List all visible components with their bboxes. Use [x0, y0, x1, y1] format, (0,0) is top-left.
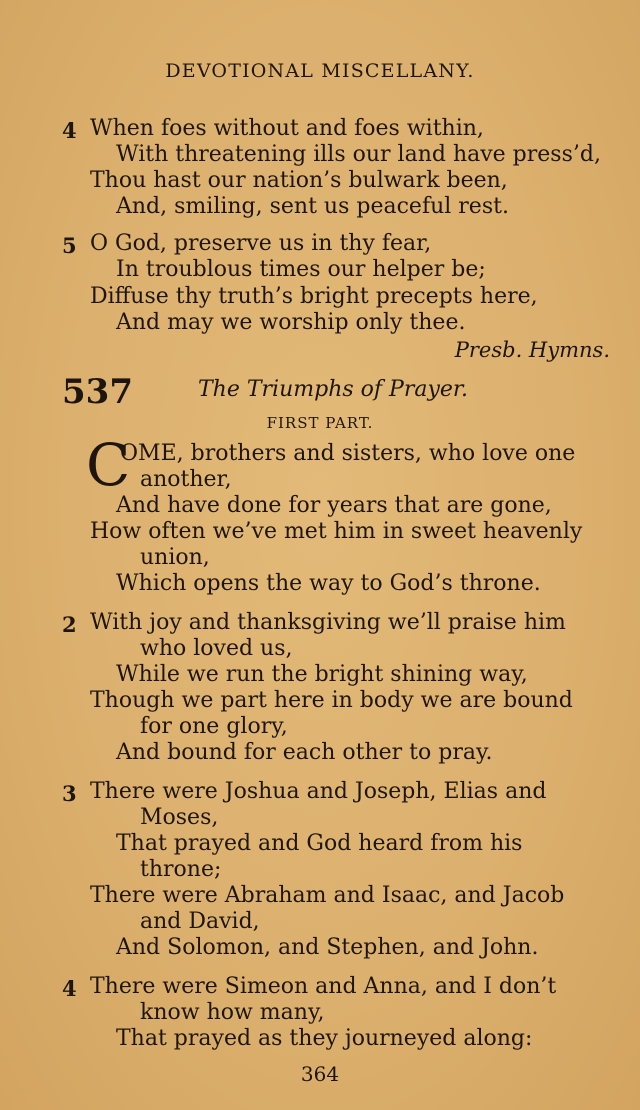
verse-number: 4 — [62, 118, 77, 143]
verse-line: That prayed and God heard from his — [116, 831, 523, 856]
verse-line: Moses, — [140, 805, 219, 830]
hymn-title: The Triumphs of Prayer. — [198, 377, 469, 402]
verse-line: There were Joshua and Joseph, Elias and — [90, 779, 547, 804]
verse-line: That prayed as they journeyed along: — [116, 1026, 533, 1051]
attribution: Presb. Hymns. — [454, 338, 610, 362]
verse-line: There were Simeon and Anna, and I don’t — [90, 974, 557, 999]
verse-line: who loved us, — [140, 636, 293, 661]
verse-line: Thou hast our nation’s bulwark been, — [90, 168, 508, 193]
verse-line: And have done for years that are gone, — [116, 493, 552, 518]
verse-line: another, — [140, 467, 232, 492]
verse-number: 5 — [62, 233, 77, 258]
verse-line: throne; — [140, 857, 222, 882]
verse-line: union, — [140, 545, 210, 570]
verse-line: And bound for each other to pray. — [116, 740, 493, 765]
verse-line: And may we worship only thee. — [116, 310, 466, 335]
verse-line: With threatening ills our land have press’d, — [116, 142, 601, 167]
verse-line: How often we’ve met him in sweet heavenly — [90, 519, 583, 544]
verse-number: 2 — [62, 612, 77, 637]
verse-number: 4 — [62, 976, 77, 1001]
verse-number: 3 — [62, 781, 77, 806]
verse-line: There were Abraham and Isaac, and Jacob — [90, 883, 565, 908]
verse-line: Diffuse thy truth’s bright precepts here, — [90, 284, 538, 309]
verse-line: When foes without and foes within, — [90, 116, 484, 141]
verse-line: and David, — [140, 909, 260, 934]
verse-line: While we run the bright shining way, — [116, 662, 528, 687]
page-number: 364 — [300, 1062, 340, 1086]
verse-line: OME, brothers and sisters, who love one — [120, 441, 576, 466]
hymn-number: 537 — [62, 372, 133, 412]
running-header: DEVOTIONAL MISCELLANY. — [165, 60, 475, 82]
verse-line: know how many, — [140, 1000, 325, 1025]
verse-line: Though we part here in body we are bound — [90, 688, 573, 713]
verse-line: for one glory, — [140, 714, 288, 739]
verse-line: O God, preserve us in thy fear, — [90, 231, 432, 256]
verse-line: And, smiling, sent us peaceful rest. — [116, 194, 509, 219]
part-heading: FIRST PART. — [266, 414, 374, 432]
verse-line: And Solomon, and Stephen, and John. — [116, 935, 539, 960]
verse-line: In troublous times our helper be; — [116, 257, 486, 282]
verse-line: Which opens the way to God’s throne. — [116, 571, 541, 596]
verse-line: With joy and thanksgiving we’ll praise him — [90, 610, 566, 635]
drop-cap: C — [86, 431, 131, 499]
